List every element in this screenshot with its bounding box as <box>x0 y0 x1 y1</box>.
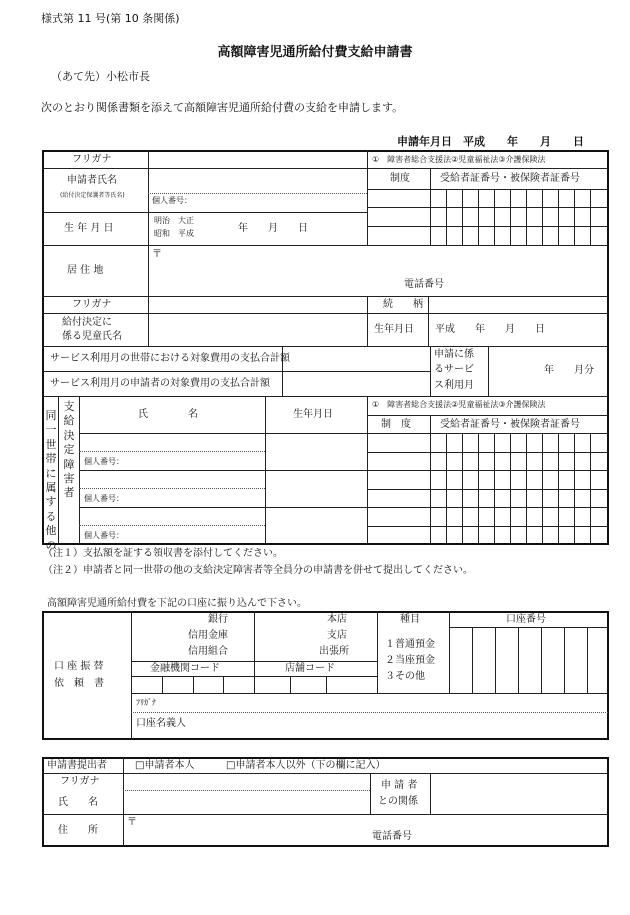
branch-type-3: 出張所 <box>319 646 349 657</box>
bank-code-label: 金融機関コード <box>150 663 220 674</box>
applicant-name-sublabel: (給付決定保護者等氏名) <box>60 192 125 199</box>
bank-label-line1: 口 座 振 替 <box>54 661 104 672</box>
applicant-law-options: ① 障害者総合支援法②児童福祉法③介護保険法 <box>372 155 546 164</box>
service-month-label-line2: るサービ <box>434 364 474 375</box>
household-vertical-label-1: 同一世帯に属する他の <box>45 409 57 552</box>
applicant-cert-number-label: 受給者証番号・被保険者証番号 <box>440 173 580 184</box>
applicant-birth-label: 生 年 月 日 <box>64 223 114 234</box>
institution-type-2: 信用金庫 <box>188 630 228 641</box>
submitter-other-checkbox[interactable]: □申請者本人以外（下の欄に記入） <box>226 760 386 771</box>
household-personal-number-1: 個人番号： <box>84 457 124 466</box>
applicant-era-line1: 明治 大正 <box>154 216 194 225</box>
household-name-header: 氏 名 <box>138 409 198 420</box>
account-type-1: １普通預金 <box>385 639 435 650</box>
submitter-address-label: 住 所 <box>58 825 98 836</box>
account-number-header: 口座番号 <box>506 614 546 625</box>
household-expense-label: サービス利用月の世帯における対象費用の支払合計額 <box>50 353 290 364</box>
note-1: （注１）支払額を証する領収書を添付してください。 <box>43 548 283 559</box>
submitter-self-checkbox[interactable]: □申請者本人 <box>135 760 195 771</box>
submitter-label: 申請書提出者 <box>47 760 107 771</box>
household-personal-number-3: 個人番号： <box>84 531 124 540</box>
child-birth-value: 平成 年 月 日 <box>435 324 545 335</box>
household-vertical-label-2: 支給決定障害者 <box>63 400 75 500</box>
account-type-header: 種目 <box>400 614 420 625</box>
submitter-relation-line2: との関係 <box>378 796 418 807</box>
child-name-label-line1: 給付決定に <box>62 317 112 328</box>
child-name-label-line2: 係る児童氏名 <box>62 331 122 342</box>
household-law-options: ① 障害者総合支援法②児童福祉法③介護保険法 <box>372 400 546 409</box>
applicant-expense-label: サービス利用月の申請者の対象費用の支払合計額 <box>50 378 270 389</box>
applicant-era-line2: 昭和 平成 <box>154 229 194 238</box>
submitter-phone-label: 電話番号 <box>372 831 412 842</box>
applicant-name-label: 申請者氏名 <box>67 175 117 186</box>
branch-type-2: 支店 <box>327 630 347 641</box>
bank-intro: 高額障害児通所給付費を下記の口座に振り込んで下さい。 <box>47 598 307 609</box>
household-birth-header: 生年月日 <box>293 409 333 420</box>
intro-text: 次のとおり関係書類を添えて高額障害児通所給付費の支給を申請します。 <box>41 101 404 114</box>
child-birth-label: 生年月日 <box>374 324 414 335</box>
submitter-relation-line1: 申 請 者 <box>381 780 418 791</box>
application-date: 申請年月日 平成 年 月 日 <box>397 135 584 148</box>
applicant-birth-ymd: 年 月 日 <box>238 223 308 234</box>
branch-code-label: 店舗コード <box>285 663 335 674</box>
account-holder-label: 口座名義人 <box>136 718 186 729</box>
household-cert-number-label: 受給者証番号・被保険者証番号 <box>440 419 580 430</box>
applicant-personal-number-label: 個人番号： <box>152 196 192 205</box>
holder-furigana-label: ﾌﾘｶﾞﾅ <box>136 698 156 707</box>
applicant-furigana-label: フリガナ <box>72 154 112 165</box>
child-furigana-label: フリガナ <box>72 299 112 310</box>
account-type-3: ３その他 <box>385 671 425 682</box>
service-month-label-line3: ス利用月 <box>434 380 474 391</box>
household-personal-number-2: 個人番号： <box>84 494 124 503</box>
child-relation-label: 続 柄 <box>383 299 423 310</box>
branch-type-1: 本店 <box>327 614 347 625</box>
note-2: （注２）申請者と同一世帯の他の支給決定障害者等全員分の申請書を併せて提出してください。 <box>43 565 473 576</box>
applicant-system-label: 制度 <box>390 173 410 184</box>
bank-label-line2: 依 頼 書 <box>54 678 104 689</box>
applicant-phone-label: 電話番号 <box>404 279 444 290</box>
service-month-value: 年 月分 <box>544 365 594 376</box>
form-number: 様式第 11 号(第 10 条関係) <box>41 12 180 25</box>
addressee: （あて先）小松市長 <box>51 70 150 83</box>
page-title: 高額障害児通所給付費支給申請書 <box>217 45 413 60</box>
applicant-address-label: 居 住 地 <box>67 265 104 276</box>
household-system-label: 制 度 <box>381 419 411 430</box>
service-month-label-line1: 申請に係 <box>434 349 474 360</box>
institution-type-3: 信用組合 <box>188 646 228 657</box>
submitter-postal-mark: 〒 <box>127 817 137 828</box>
institution-type-1: 銀行 <box>208 614 228 625</box>
submitter-name-label: 氏 名 <box>58 797 98 808</box>
applicant-postal-mark: 〒 <box>152 249 162 260</box>
submitter-furigana-label: フリガナ <box>60 776 100 787</box>
account-type-2: ２当座預金 <box>385 655 435 666</box>
